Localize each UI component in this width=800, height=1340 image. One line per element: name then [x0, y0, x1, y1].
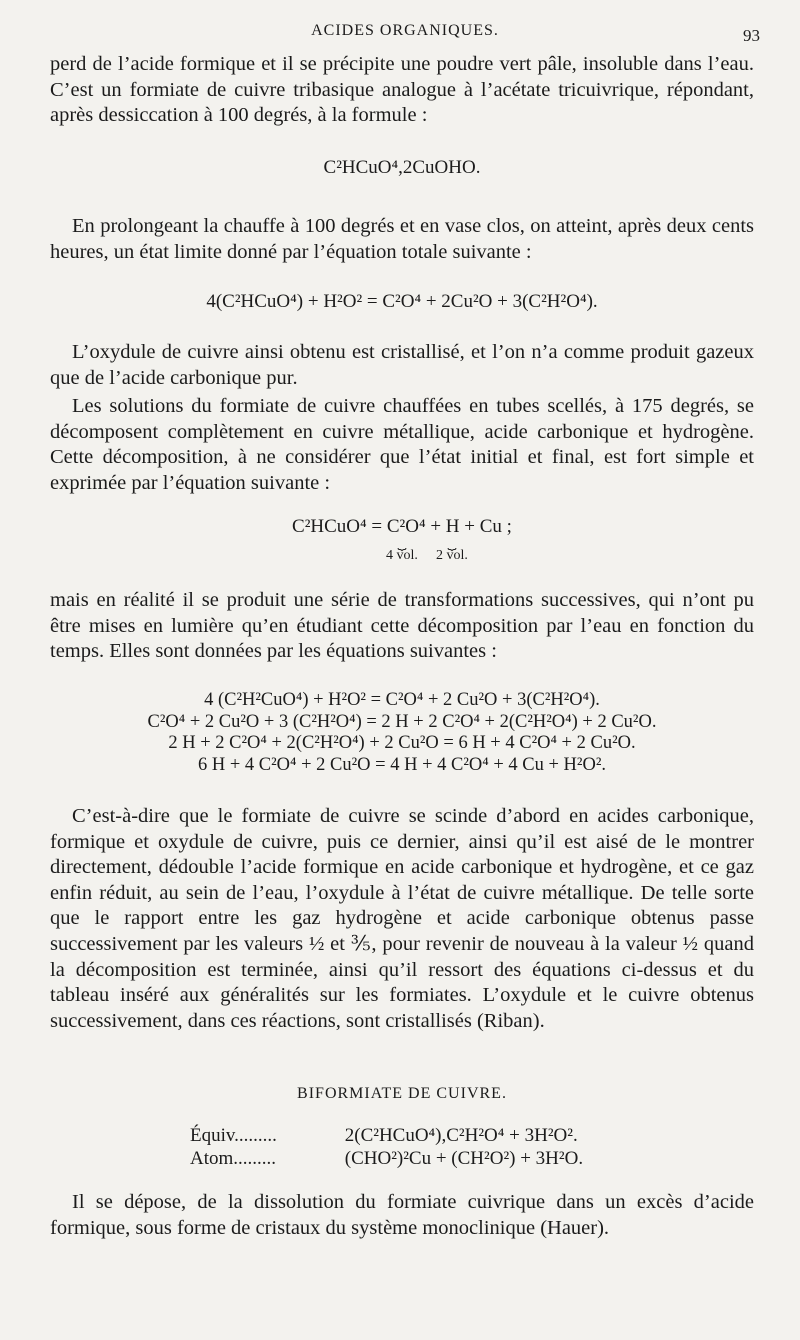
atom-row	[190, 1147, 583, 1170]
volume-label-2: 2 vol.	[436, 548, 468, 563]
paragraph-4: Les solutions du formiate de cuivre chauffées en tubes scellés, à 175 degrés, se décomposent complètement en cuivre métallique, acide carbonique et hydrogène. Cette décomposition, à ne considérer que l’état initial et final, est fort simple et exprimée par l’équation suivante :	[50, 395, 754, 494]
equation-decomposition: C²HCuO⁴ = C²O⁴ + H + Cu ;	[292, 516, 512, 537]
equation-step-4: 6 H + 4 C²O⁴ + 2 Cu²O = 4 H + 4 C²O⁴ + 4 Cu + H²O².	[198, 754, 606, 775]
atom-value: (CHO²)²Cu + (CH²O²) + 3H²O.	[344, 1148, 584, 1169]
volume-label-1: 4 vol.	[386, 548, 418, 563]
section-title: BIFORMIATE DE CUIVRE.	[297, 1085, 507, 1102]
brace-right: ⏟	[447, 535, 457, 551]
paragraph-6: C’est-à-dire que le formiate de cuivre se scinde d’abord en acides carbonique, formique et oxydule de cuivre, puis ce dernier, ainsi qu’il est aisé de le montrer directement, dédouble l’acide formique en acide carbonique et hydrogène, et ce gaz enfin réduit, au sein de l’eau, l’oxydule à l’état de cuivre métallique. De telle sorte que le rapport entre les gaz hydrogène et acide carbonique obtenus passe successivement par les valeurs ½ et ⅗, pour revenir de nouveau à la valeur ½ quand la décomposition est terminée, ainsi qu’il ressort des équations ci-dessus et du tableau inséré aux généralités sur les formiates. L’oxydule et le cuivre obtenus successivement, dans ces réactions, sont cristallisés (Riban).	[50, 805, 754, 1032]
running-header	[50, 22, 760, 48]
paragraph-1: perd de l’acide formique et il se précipite une poudre vert pâle, insoluble dans l’eau. C’est un formiate de cuivre tribasique analogue à l’acétate tricuivrique, répondant, après dessiccation à 100 degrés, à la formule :	[50, 53, 754, 127]
equation-step-1: 4 (C²H²CuO⁴) + H²O² = C²O⁴ + 2 Cu²O + 3(C²H²O⁴).	[204, 690, 600, 710]
paragraph-5: mais en réalité il se produit une série de transformations successives, qui n’ont pu être mises en lumière qu’en étudiant cette décomposition par l’eau en fonction du temps. Elles sont données par les équations suivantes :	[50, 589, 754, 663]
header-title: ACIDES ORGANIQUES.	[311, 22, 499, 39]
paragraph-3: L’oxydule de cuivre ainsi obtenu est cristallisé, et l’on n’a comme produit gazeux que de l’acide carbonique pur.	[50, 341, 754, 389]
paragraph-7: Il se dépose, de la dissolution du formiate cuivrique dans un excès d’acide formique, sous forme de cristaux du système monoclinique (Hauer).	[50, 1191, 754, 1239]
brace-left: ⏟	[397, 535, 407, 551]
formula-tribasic: C²HCuO⁴,2CuOHO.	[323, 157, 481, 178]
equiv-value: 2(C²HCuO⁴),C²H²O⁴ + 3H²O².	[344, 1125, 578, 1146]
atom-label: Atom.........	[190, 1148, 277, 1169]
equiv-row	[190, 1124, 583, 1147]
paragraph-2: En prolongeant la chauffe à 100 degrés et en vase clos, on atteint, après deux cents heures, un état limite donné par l’équation totale suivante :	[50, 215, 754, 263]
equation-step-2: C²O⁴ + 2 Cu²O + 3 (C²H²O⁴) = 2 H + 2 C²O⁴ + 2(C²H²O⁴) + 2 Cu²O.	[147, 711, 657, 732]
formula-table	[190, 1124, 583, 1170]
page-number: 93	[743, 26, 760, 45]
equiv-label: Équiv.........	[190, 1125, 277, 1146]
equation-step-3: 2 H + 2 C²O⁴ + 2(C²H²O⁴) + 2 Cu²O = 6 H + 4 C²O⁴ + 2 Cu²O.	[168, 733, 636, 754]
equation-series	[50, 690, 754, 776]
equation-total: 4(C²HCuO⁴) + H²O² = C²O⁴ + 2Cu²O + 3(C²H²O⁴).	[206, 291, 598, 312]
